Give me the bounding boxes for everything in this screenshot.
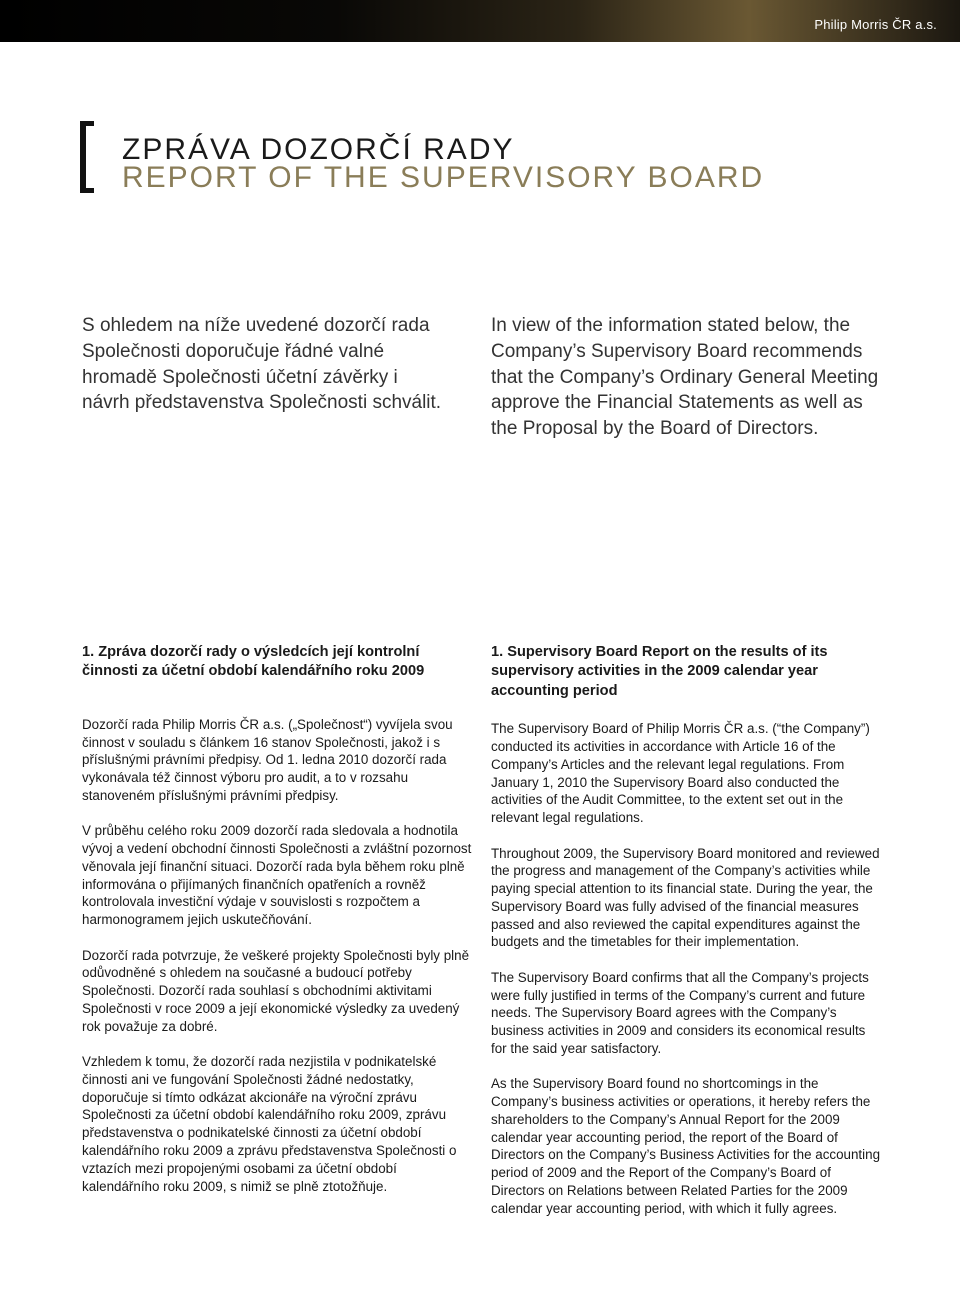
paragraph-en-2: Throughout 2009, the Supervisory Board monitored and reviewed the progress and management of the Company’s activities while paying special attention to its financial state. During the year, the Supervisory Board was fully advised of the financial measures passed and also reviewed the capital expenditures against the budgets and the timetables for their implementation. (491, 845, 880, 950)
paragraph-cz-4: Vzhledem k tomu, že dozorčí rada nezjistila v podnikatelské činnosti ani ve fungování Společnosti žádné nedostatky, doporučuje si tímto odkázat akcionáře na výroční zprávu Společnosti za účetní období kalendářního roku 2009, zprávu představenstva o podnikatelské činnosti za účetní období kalendářního roku 2009 a zprávu představenstva Společnosti o vztazích mezi propojenými osobami za účetní období kalendářního roku 2009, s nimiž se plně ztotožňuje. (82, 1054, 457, 1194)
section-cz (82, 643, 474, 1213)
page-title-en: REPORT OF THE SUPERVISORY BOARD (122, 161, 765, 194)
title-bracket (80, 121, 94, 193)
company-name: Philip Morris ČR a.s. (814, 17, 937, 32)
section-heading-en: 1. Supervisory Board Report on the results of its supervisory activities in the 2009 calendar year accounting period (491, 644, 828, 699)
paragraph-en-3: The Supervisory Board confirms that all the Company’s projects were fully justified in terms of the Company’s current and future needs. The Supervisory Board agrees with the Company’s business activities in 2009 and considers its economical results for the said year satisfactory. (491, 969, 869, 1056)
intro-en: In view of the information stated below, the Company’s Supervisory Board recommends that the Company’s Ordinary General Meeting approve the Financial Statements as well as the Proposal by the Board of Directors. (491, 315, 879, 440)
page-title-cz: ZPRÁVA DOZORČÍ RADY (122, 133, 515, 166)
section-heading-cz: 1. Zpráva dozorčí rady o výsledcích její kontrolní činnosti za účetní období kalendářního roku 2009 (82, 644, 425, 680)
paragraph-cz-3: Dozorčí rada potvrzuje, že veškeré projekty Společnosti byly plně odůvodněné s ohledem na současné a budoucí potřeby Společnosti. Dozorčí rada souhlasí s obchodními aktivitami Společnosti v roce 2009 a její ekonomické výsledky za uvedený rok považuje za dobré. (82, 947, 470, 1034)
header-bar (0, 0, 960, 42)
paragraph-en-4: As the Supervisory Board found no shortcomings in the Company’s business activities or operations, it hereby refers the shareholders to the Company’s Annual Report for the 2009 calendar year accounting period, the report of the Board of Directors on the Company’s Business Activities for the accounting period of 2009 and the Report of the Company’s Board of Directors on Relations between Related Parties for the 2009 calendar year accounting period, with which it fully agrees. (491, 1076, 881, 1216)
paragraph-en-1: The Supervisory Board of Philip Morris ČR a.s. (“the Company”) conducted its activities in accordance with Article 16 of the Company’s Articles and the relevant legal regulations. From January 1, 2010 the Supervisory Board also conducted the activities of the Audit Committee, to the extent set out in the relevant legal regulations. (491, 721, 870, 826)
paragraph-cz-1: Dozorčí rada Philip Morris ČR a.s. („Společnost“) vyvíjela svou činnost v souladu s článkem 16 stanov Společnosti, jakož i s příslušnými právními předpisy. Od 1. ledna 2010 dozorčí rada vykonávala též činnost výboru pro audit, a to v rozsahu stanoveném příslušnými právními předpisy. (82, 716, 453, 803)
section-en (491, 643, 883, 1235)
intro-cz: S ohledem na níže uvedené dozorčí rada Společnosti doporučuje řádné valné hromadě Společnosti účetní závěrky i návrh představenstva Společnosti schválit. (82, 315, 442, 414)
paragraph-cz-2: V průběhu celého roku 2009 dozorčí rada sledovala a hodnotila vývoj a vedení obchodní činnosti Společnosti a zvláštní pozornost věnovala její finanční situaci. Dozorčí rada byla během roku plně informována o přijímaných finančních opatřeních a rovněž kontrolovala investiční výdaje v souvislosti s rozpočtem a harmonogramem jejich uskutečňování. (82, 823, 472, 928)
